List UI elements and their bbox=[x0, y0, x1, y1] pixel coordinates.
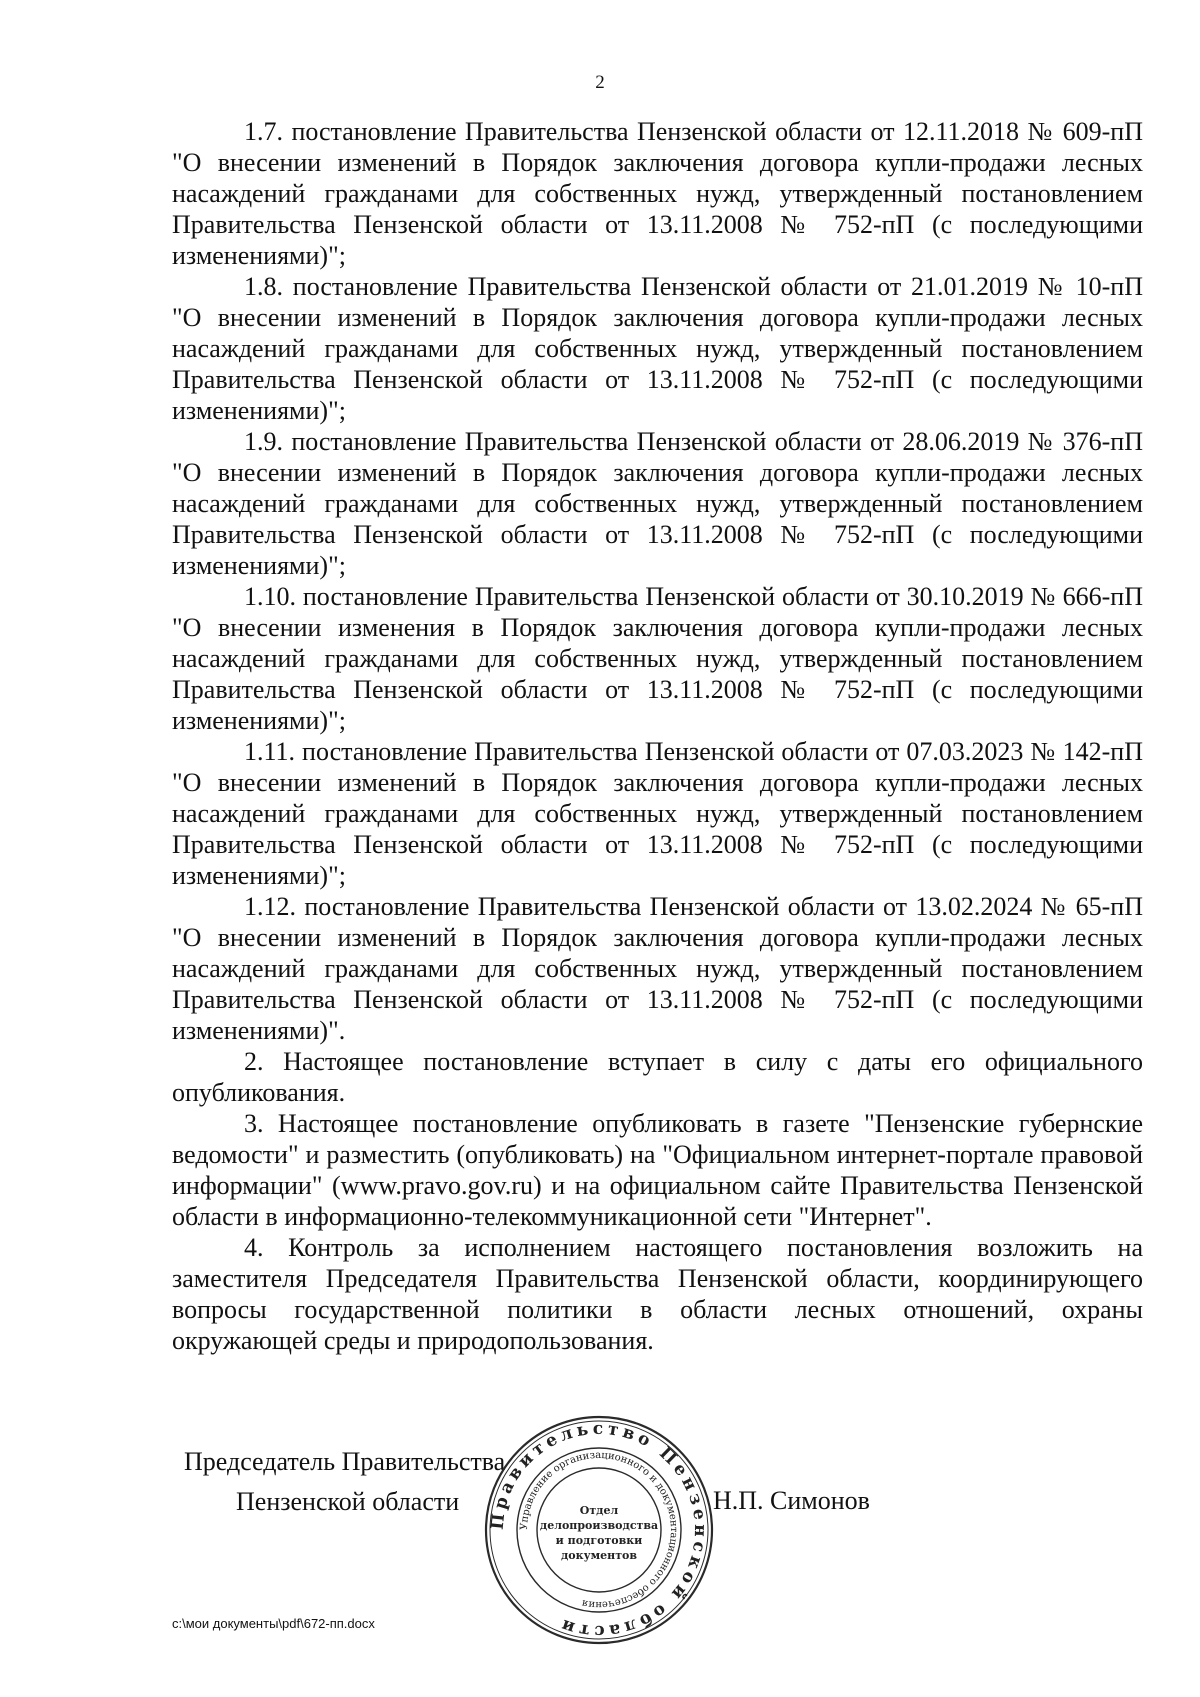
signatory-title-line2: Пензенской области bbox=[236, 1487, 460, 1516]
seal-center-line1: Отдел bbox=[579, 1504, 619, 1517]
paragraph-1-12: 1.12. постановление Правительства Пензенской области от 13.02.2024 № 65-пП "О внесении изменений в Порядок заключения договора купли-продажи лесных насаждений гражданами для собственных нужд, утвержденный постановлением Правительства Пензенской области от 13.11.2008 № 752-пП (с последующими изменениями)". bbox=[172, 892, 1143, 1045]
file-path: c:\мои документы\pdf\672-пп.docx bbox=[172, 1616, 375, 1631]
seal-middle-text: Управление организационного и документационного обеспечения bbox=[518, 1449, 680, 1611]
paragraph-1-11: 1.11. постановление Правительства Пензенской области от 07.03.2023 № 142-пП "О внесении изменений в Порядок заключения договора купли-продажи лесных насаждений гражданами для собственных нужд, утвержденный постановлением Правительства Пензенской области от 13.11.2008 № 752-пП (с последующими изменениями)"; bbox=[172, 737, 1143, 890]
seal-outer-text: Правительство Пензенской области bbox=[487, 1418, 711, 1642]
paragraph-2: 2. Настоящее постановление вступает в силу с даты его официального опубликования. bbox=[172, 1047, 1143, 1107]
paragraph-4: 4. Контроль за исполнением настоящего постановления возложить на заместителя Председателя Правительства Пензенской области, координирующего вопросы государственной политики в области лесных отношений, охраны окружающей среды и природопользования. bbox=[172, 1233, 1143, 1355]
signatory-name: Н.П. Симонов bbox=[713, 1486, 870, 1515]
paragraph-1-7: 1.7. постановление Правительства Пензенской области от 12.11.2018 № 609-пП "О внесении изменений в Порядок заключения договора купли-продажи лесных насаждений гражданами для собственных нужд, утвержденный постановлением Правительства Пензенской области от 13.11.2008 № 752-пП (с последующими изменениями)"; bbox=[172, 117, 1143, 270]
paragraph-3: 3. Настоящее постановление опубликовать в газете "Пензенские губернские ведомости" и разместить (опубликовать) на "Официальном интернет-портале правовой информации" (www.pravo.gov.ru) и на официальном сайте Правительства Пензенской области в информационно-телекоммуникационной сети "Интернет". bbox=[172, 1109, 1143, 1231]
signatory-title-line1: Председатель Правительства bbox=[184, 1447, 506, 1476]
page-number: 2 bbox=[595, 72, 605, 93]
paragraph-1-8: 1.8. постановление Правительства Пензенской области от 21.01.2019 № 10-пП "О внесении изменений в Порядок заключения договора купли-продажи лесных насаждений гражданами для собственных нужд, утвержденный постановлением Правительства Пензенской области от 13.11.2008 № 752-пП (с последующими изменениями)"; bbox=[172, 272, 1143, 425]
seal-center-line3: и подготовки bbox=[555, 1534, 643, 1547]
official-seal bbox=[483, 1414, 715, 1646]
document-body bbox=[172, 116, 1143, 1356]
seal-center-line4: документов bbox=[560, 1549, 638, 1562]
paragraph-1-9: 1.9. постановление Правительства Пензенской области от 28.06.2019 № 376-пП "О внесении изменений в Порядок заключения договора купли-продажи лесных насаждений гражданами для собственных нужд, утвержденный постановлением Правительства Пензенской области от 13.11.2008 № 752-пП (с последующими изменениями)"; bbox=[172, 427, 1143, 580]
paragraph-1-10: 1.10. постановление Правительства Пензенской области от 30.10.2019 № 666-пП "О внесении изменения в Порядок заключения договора купли-продажи лесных насаждений гражданами для собственных нужд, утвержденный постановлением Правительства Пензенской области от 13.11.2008 № 752-пП (с последующими изменениями)"; bbox=[172, 582, 1143, 735]
seal-center-line2: делопроизводства bbox=[539, 1519, 659, 1532]
